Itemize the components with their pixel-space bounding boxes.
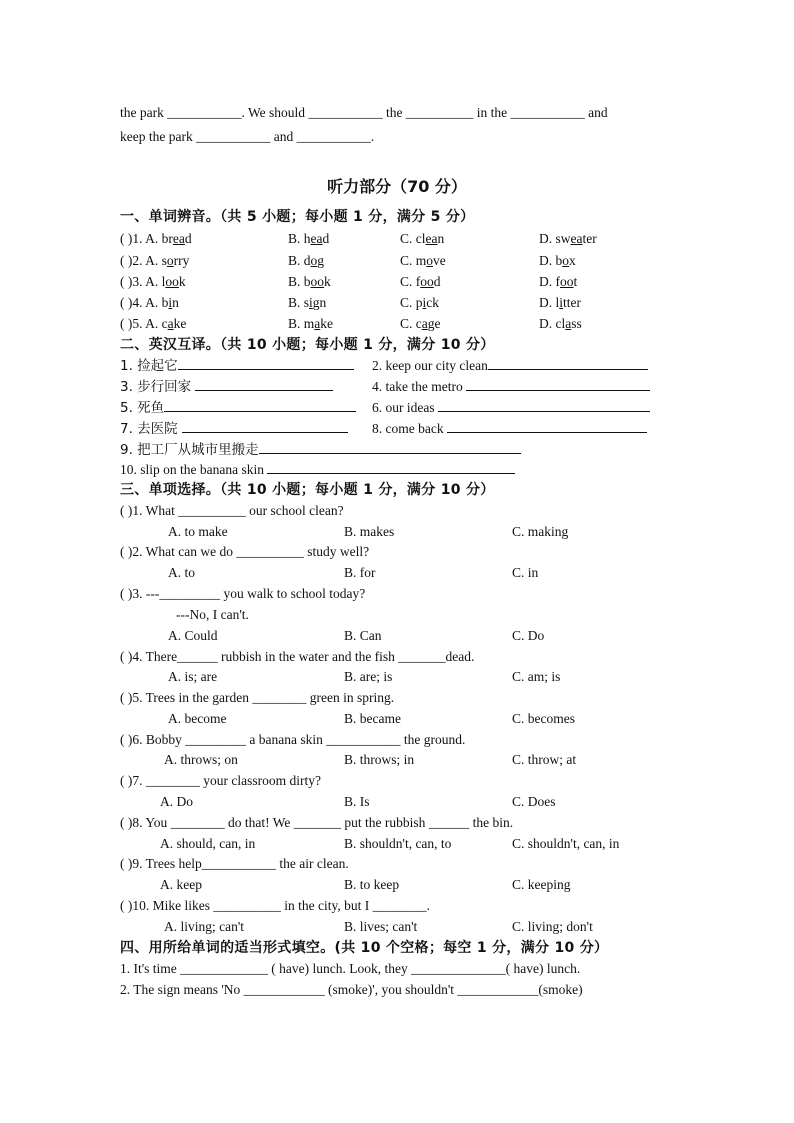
- mc-option-c: C. Do: [512, 628, 545, 643]
- phonics-option-c: C. food: [400, 274, 441, 289]
- s2-item-6: 6. our ideas: [372, 398, 650, 417]
- mc-option-b: B. makes: [344, 524, 395, 539]
- phonics-option-d: D. litter: [539, 295, 582, 310]
- mc-question-stem: ( )1. What __________ our school clean?: [120, 503, 344, 518]
- section-1-heading: 一、单词辨音。（共 5 小题；每小题 1 分，满分 5 分）: [120, 209, 475, 225]
- s2-item-5: 5. 死鱼: [120, 398, 356, 417]
- mc-option-b: B. became: [344, 711, 401, 726]
- phonics-option-c: C. cage: [400, 316, 441, 331]
- mc-option-b: B. Is: [344, 794, 370, 809]
- mc-question-stem: ( )9. Trees help___________ the air clean.: [120, 856, 349, 871]
- mc-option-b: B. to keep: [344, 877, 400, 892]
- phonics-option-b: B. book: [288, 274, 331, 289]
- s2-item-2: 2. keep our city clean: [372, 356, 648, 375]
- mc-option-c: C. shouldn't, can, in: [512, 836, 620, 851]
- phonics-option-b: B. head: [288, 231, 330, 246]
- mc-question-stem: ( )8. You ________ do that! We _______ put the rubbish ______ the bin.: [120, 815, 514, 830]
- phonics-option-b: B. sign: [288, 295, 327, 310]
- phonics-option-b: B. dog: [288, 253, 325, 268]
- phonics-option-a: ( )5. A. cake: [120, 316, 187, 331]
- mc-option-b: B. lives; can't: [344, 919, 418, 934]
- top-line-1: the park ___________. We should ___________ the __________ in the ___________ and: [120, 105, 608, 120]
- mc-option-b: B. for: [344, 565, 376, 580]
- mc-option-b: B. throws; in: [344, 752, 415, 767]
- mc-question-stem: ( )2. What can we do __________ study well?: [120, 544, 370, 559]
- mc-question-stem: ( )6. Bobby _________ a banana skin ___________ the ground.: [120, 732, 466, 747]
- mc-option-c: C. becomes: [512, 711, 575, 726]
- s2-item-10: 10. slip on the banana skin: [120, 460, 515, 479]
- mc-question-stem: ( )3. ---_________ you walk to school today?: [120, 586, 366, 601]
- mc-question-stem: ( )5. Trees in the garden ________ green in spring.: [120, 690, 395, 705]
- s2-item-4: 4. take the metro: [372, 377, 650, 396]
- s2-item-3: 3. 步行回家: [120, 377, 333, 396]
- mc-option-a: A. throws; on: [164, 752, 238, 767]
- mc-option-a: A. is; are: [168, 669, 218, 684]
- s2-item-9: 9. 把工厂从城市里搬走: [120, 440, 521, 459]
- mc-option-b: B. Can: [344, 628, 382, 643]
- section-3-heading: 三、单项选择。（共 10 小题；每小题 1 分，满分 10 分）: [120, 482, 495, 498]
- phonics-option-a: ( )3. A. look: [120, 274, 186, 289]
- mc-option-a: A. Do: [160, 794, 193, 809]
- mc-option-a: A. to make: [168, 524, 228, 539]
- mc-question-reply: ---No, I can't.: [176, 607, 249, 622]
- mc-question-stem: ( )7. ________ your classroom dirty?: [120, 773, 321, 788]
- mc-question-stem: ( )4. There______ rubbish in the water and the fish _______dead.: [120, 649, 475, 664]
- phonics-option-c: C. clean: [400, 231, 445, 246]
- s2-item-1: 1. 捡起它: [120, 356, 354, 375]
- mc-option-c: C. making: [512, 524, 569, 539]
- phonics-option-c: C. pick: [400, 295, 440, 310]
- phonics-option-c: C. move: [400, 253, 446, 268]
- mc-question-stem: ( )10. Mike likes __________ in the city, but I ________.: [120, 898, 430, 913]
- mc-option-a: A. Could: [168, 628, 218, 643]
- mc-option-c: C. keeping: [512, 877, 571, 892]
- mc-option-a: A. should, can, in: [160, 836, 256, 851]
- top-line-2: keep the park ___________ and ___________.: [120, 129, 375, 144]
- phonics-option-d: D. foot: [539, 274, 578, 289]
- section-4-heading: 四、用所给单词的适当形式填空。(共 10 个空格；每空 1 分，满分 10 分）: [120, 940, 609, 956]
- mc-option-b: B. are; is: [344, 669, 393, 684]
- mc-option-a: A. to: [168, 565, 195, 580]
- s4-line-2: 2. The sign means 'No ____________ (smoke)', you shouldn't ____________(smoke): [120, 982, 583, 997]
- phonics-option-d: D. sweater: [539, 231, 597, 246]
- phonics-option-d: D. class: [539, 316, 582, 331]
- phonics-option-b: B. make: [288, 316, 334, 331]
- phonics-option-d: D. box: [539, 253, 576, 268]
- phonics-option-a: ( )1. A. bread: [120, 231, 192, 246]
- mc-option-c: C. living; don't: [512, 919, 593, 934]
- phonics-option-a: ( )4. A. bin: [120, 295, 179, 310]
- mc-option-c: C. in: [512, 565, 539, 580]
- mc-option-b: B. shouldn't, can, to: [344, 836, 452, 851]
- mc-option-a: A. living; can't: [164, 919, 245, 934]
- page-title: 听力部分（70 分）: [327, 177, 467, 196]
- section-2-heading: 二、英汉互译。（共 10 小题；每小题 1 分，满分 10 分）: [120, 337, 495, 353]
- phonics-option-a: ( )2. A. sorry: [120, 253, 190, 268]
- s2-item-7: 7. 去医院: [120, 419, 348, 438]
- s4-line-1: 1. It's time _____________ ( have) lunch. Look, they ______________( have) lunch.: [120, 961, 581, 976]
- mc-option-a: A. keep: [160, 877, 202, 892]
- s2-item-8: 8. come back: [372, 419, 647, 438]
- mc-option-c: C. am; is: [512, 669, 561, 684]
- mc-option-c: C. Does: [512, 794, 556, 809]
- mc-option-a: A. become: [168, 711, 227, 726]
- mc-option-c: C. throw; at: [512, 752, 577, 767]
